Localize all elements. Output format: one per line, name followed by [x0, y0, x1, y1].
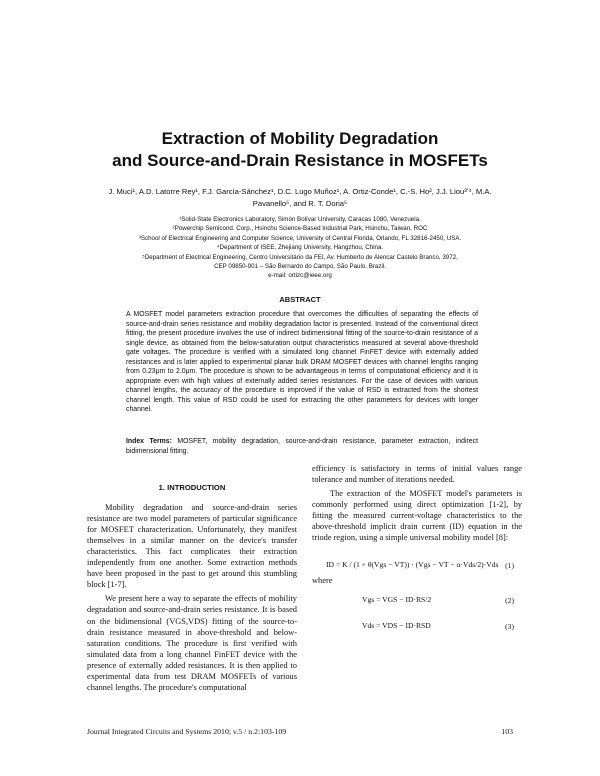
- equation-3: [312, 618, 522, 636]
- left-column: [87, 463, 297, 693]
- title-line-2: and Source-and-Drain Resistance in MOSFETs: [112, 151, 488, 170]
- paragraph: Mobility degradation and source-and-drain series resistance are two model parameters of particular significance for MOSFET characterization. Unfortunately, they manifest themselves in a similar manner on the device's transfer characteristics. This fact complicates their extraction independently from one another. Some extraction methods have been proposed in the past to get around this stumbling block [1-7].: [87, 503, 297, 590]
- author-list: [78, 186, 522, 210]
- affiliation-line: ²Powerchip Semicond. Corp., Hsinchu Science-Based Industrial Park, Hsinchu, Taiwan, ROC: [172, 225, 428, 233]
- authors-line-2: Pavanello⁵, and R. T. Doria⁵: [252, 199, 348, 208]
- index-terms: [126, 437, 478, 456]
- abstract-text: A MOSFET model parameters extraction procedure that overcomes the difficulties of separating the effects of source-and-drain series resistance and mobility degradation factor is presented. Instead of the conventional direct fitting, the present procedure involves the use of indirect bidimensional fitting of the source-to-drain resistance of a single device, as obtained from the below-saturation output characteristics measured at several above-threshold gate voltages. The procedure is verified with a simulated long channel FinFET device with externally added resistances and is later applied to experimental planar bulk DRAM MOSFET devices with channel lengths ranging from 0.23μm to 2.0μm. The procedure is shown to be advantageous in terms of computational efficiency and it is appropriate even with high values of externally added series resistances. For the case of devices with various channel lengths, the accuracy of the procedure is improved if the value of RSD is extracted from the shortest channel length. This value of RSD could be used for extracting the other parameters for devices with longer channel.: [126, 311, 478, 413]
- page-footer: [87, 727, 513, 736]
- affiliation-line: ³School of Electrical Engineering and Computer Science, University of Central Florida, Orlando, FL 32816-2450, USA.: [138, 234, 462, 242]
- equation-1: [312, 557, 522, 575]
- equation-body: ID = K / (1 + θ(Vgs − VT)) · (Vgs − VT − α·Vds/2)·Vds: [326, 560, 499, 570]
- affiliation-line: ¹Solid-State Electronics Laboratory, Simón Bolívar University, Caracas 1080, Venezuela.: [179, 216, 421, 223]
- title-line-1: Extraction of Mobility Degradation: [161, 129, 439, 148]
- paragraph: The extraction of the MOSFET model's parameters is commonly performed using direct optimization [1-2], by fitting the measured current-voltage characteristics to the above-threshold implicit drain current (ID) equation in the triode region, using a simple universal mobility model [8]:: [312, 489, 522, 543]
- paragraph: efficiency is satisfactory in terms of initial values range tolerance and number of iterations needed.: [312, 464, 522, 485]
- equation-number: (3): [505, 622, 514, 632]
- right-column: [312, 463, 522, 636]
- equation-body: Vgs = VGS − ID·RS/2: [362, 595, 432, 605]
- paper-title: [60, 128, 540, 172]
- abstract-heading: ABSTRACT: [279, 295, 321, 304]
- authors-line-1: J. Muci¹, A.D. Latorre Rey¹, F.J. García-Sánchez¹, D.C. Lugo Muñoz¹, A. Ortiz-Conde¹, C.-S. Ho², J.J. Liou³ʼ⁴, M.A.: [108, 187, 492, 196]
- index-terms-text: MOSFET, mobility degradation, source-and-drain resistance, parameter extraction, indirect bidimensional fitting.: [126, 438, 478, 455]
- page-number: 103: [501, 727, 513, 736]
- journal-citation: Journal Integrated Circuits and Systems 2010; v.5 / n.2:103-109: [87, 727, 287, 736]
- paragraph: We present here a way to separate the effects of mobility degradation and source-and-drain series resistance. It is based on the bidimensional (VGS,VDS) fitting of the source-to-drain resistance measured in above-threshold and below-saturation conditions. The procedure is first verified with simulated data from a long channel FinFET device with the presence of externally added resistances. It is then applied to experimental data from test DRAM MOSFETs of various channel lengths. The procedure's computational: [87, 594, 297, 692]
- affiliation-line: ⁵Department of Electrical Engineering, Centro Universitário da FEI, Av. Humberto de Alencar Castelo Branco, 3972,: [142, 253, 458, 261]
- affiliation-line: ⁴Department of ISEE, Zhejiang University, Hangzhou, China.: [216, 244, 384, 252]
- affiliation-line: CEP 09850-901 – São Bernardo do Campo, São Paulo, Brazil.: [214, 263, 386, 271]
- equation-number: (1): [505, 561, 514, 571]
- section-heading: 1. INTRODUCTION: [158, 483, 226, 492]
- index-terms-label: Index Terms:: [126, 438, 172, 445]
- equation-body: Vds = VDS − ID·RSD: [362, 621, 431, 631]
- contact-email: e-mail: ortizc@ieee.org: [268, 272, 332, 280]
- affiliations: [70, 215, 530, 281]
- equation-number: (2): [505, 596, 514, 606]
- where-text: where: [312, 576, 333, 586]
- equation-2: [312, 592, 522, 610]
